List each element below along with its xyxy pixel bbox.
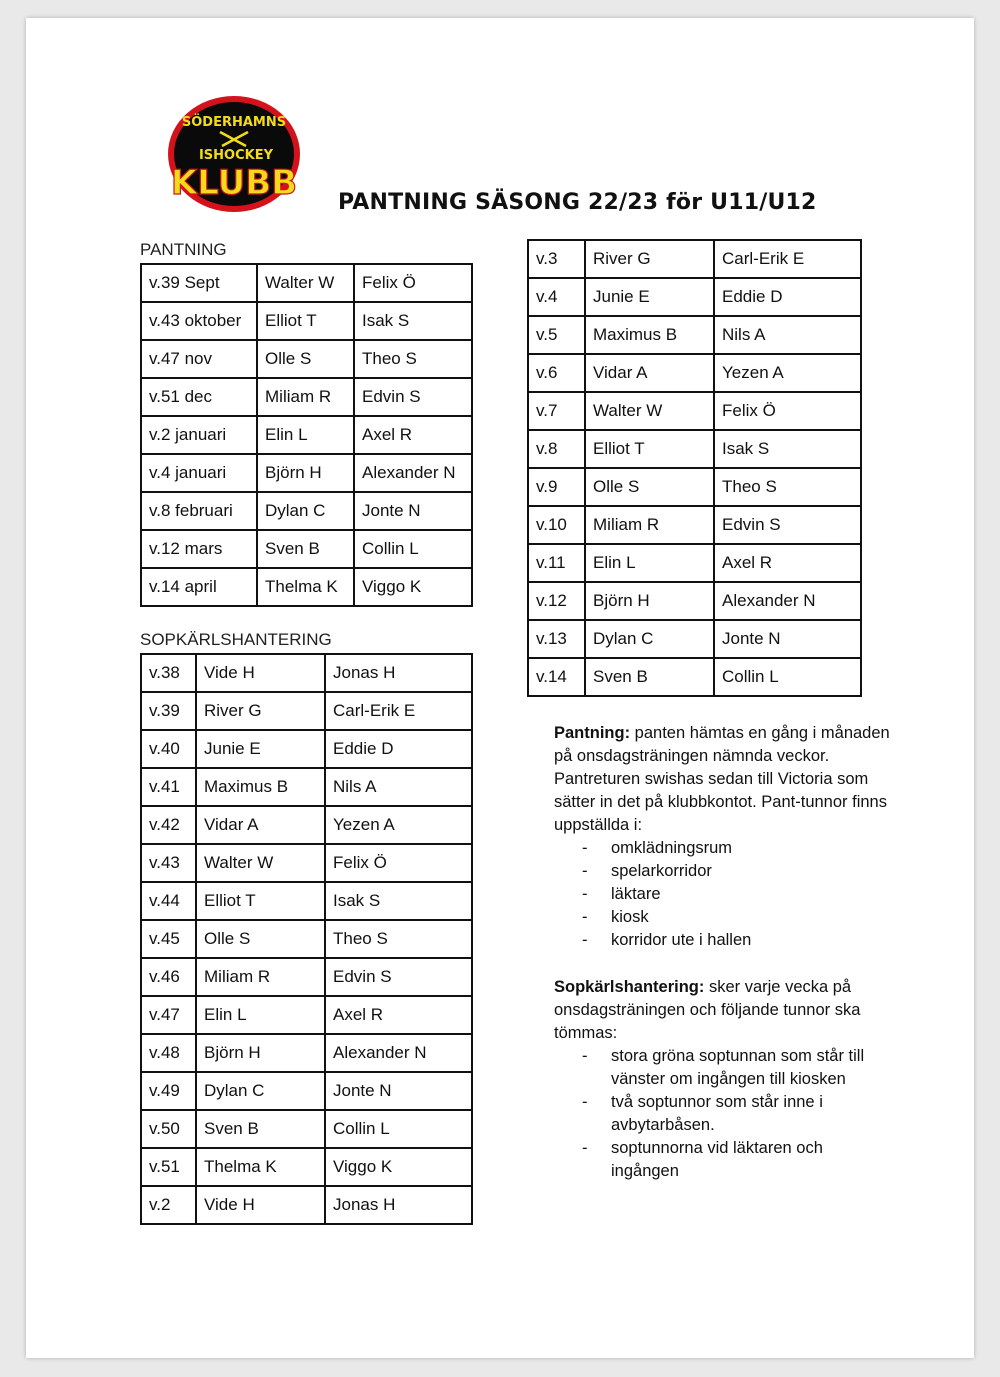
table-row bbox=[528, 620, 861, 658]
name-cell: Olle S bbox=[196, 920, 325, 958]
name-cell: Axel R bbox=[714, 544, 861, 582]
sopkarl-note-text: sker varje vecka på onsdagsträningen och följande tunnor ska tömmas: bbox=[554, 978, 861, 1042]
name-cell: Eddie D bbox=[325, 730, 472, 768]
week-cell: v.14 april bbox=[141, 568, 257, 606]
week-cell: v.3 bbox=[528, 240, 585, 278]
name-cell: Junie E bbox=[196, 730, 325, 768]
pant-location-item: - kiosk bbox=[554, 906, 894, 929]
table-row bbox=[141, 492, 472, 530]
week-cell: v.12 mars bbox=[141, 530, 257, 568]
name-cell: Isak S bbox=[714, 430, 861, 468]
week-cell: v.38 bbox=[141, 654, 196, 692]
pantning-table bbox=[140, 263, 473, 607]
name-cell: Viggo K bbox=[354, 568, 472, 606]
table-row bbox=[528, 468, 861, 506]
name-cell: Björn H bbox=[257, 454, 354, 492]
name-cell: Felix Ö bbox=[354, 264, 472, 302]
pant-location-item: - läktare bbox=[554, 883, 894, 906]
name-cell: Thelma K bbox=[196, 1148, 325, 1186]
week-cell: v.51 dec bbox=[141, 378, 257, 416]
table-row bbox=[528, 278, 861, 316]
name-cell: Nils A bbox=[714, 316, 861, 354]
week-cell: v.11 bbox=[528, 544, 585, 582]
name-cell: Vide H bbox=[196, 1186, 325, 1224]
sopkarl-notes bbox=[554, 976, 894, 1183]
name-cell: Axel R bbox=[325, 996, 472, 1034]
week-cell: v.46 bbox=[141, 958, 196, 996]
week-cell: v.44 bbox=[141, 882, 196, 920]
name-cell: Miliam R bbox=[257, 378, 354, 416]
week-cell: v.49 bbox=[141, 1072, 196, 1110]
table-row bbox=[141, 692, 472, 730]
table-row bbox=[141, 416, 472, 454]
name-cell: Theo S bbox=[714, 468, 861, 506]
table-row bbox=[528, 392, 861, 430]
name-cell: Elin L bbox=[257, 416, 354, 454]
table-row bbox=[528, 430, 861, 468]
name-cell: Jonte N bbox=[354, 492, 472, 530]
sopkarl-note-paragraph bbox=[554, 976, 894, 1045]
week-cell: v.13 bbox=[528, 620, 585, 658]
week-cell: v.43 oktober bbox=[141, 302, 257, 340]
pantning-notes bbox=[554, 722, 894, 952]
table-row bbox=[141, 1148, 472, 1186]
table-row bbox=[528, 544, 861, 582]
sopkarl-item: - stora gröna soptunnan som står till vänster om ingången till kiosken bbox=[554, 1045, 894, 1091]
pantning-note-paragraph bbox=[554, 722, 894, 837]
name-cell: Junie E bbox=[585, 278, 714, 316]
name-cell: Elin L bbox=[585, 544, 714, 582]
logo-top-text: SÖDERHAMNS bbox=[181, 115, 287, 130]
sopkarl-heading: SOPKÄRLSHANTERING bbox=[140, 630, 332, 649]
table-row bbox=[141, 730, 472, 768]
name-cell: Carl-Erik E bbox=[714, 240, 861, 278]
table-row bbox=[528, 658, 861, 696]
name-cell: Maximus B bbox=[196, 768, 325, 806]
week-cell: v.2 bbox=[141, 1186, 196, 1224]
pant-location-list bbox=[554, 837, 894, 952]
table-row bbox=[141, 340, 472, 378]
table-row bbox=[141, 654, 472, 692]
week-cell: v.39 bbox=[141, 692, 196, 730]
table-row bbox=[528, 240, 861, 278]
name-cell: Felix Ö bbox=[325, 844, 472, 882]
name-cell: Collin L bbox=[714, 658, 861, 696]
week-cell: v.43 bbox=[141, 844, 196, 882]
pant-location-item: - korridor ute i hallen bbox=[554, 929, 894, 952]
name-cell: Yezen A bbox=[325, 806, 472, 844]
pantning-heading: PANTNING bbox=[140, 240, 227, 259]
week-cell: v.48 bbox=[141, 1034, 196, 1072]
name-cell: Björn H bbox=[196, 1034, 325, 1072]
name-cell: Olle S bbox=[257, 340, 354, 378]
name-cell: Alexander N bbox=[714, 582, 861, 620]
name-cell: Yezen A bbox=[714, 354, 861, 392]
pantning-note-heading: Pantning: bbox=[554, 724, 631, 742]
name-cell: Vidar A bbox=[196, 806, 325, 844]
sopkarl-table bbox=[140, 653, 473, 1225]
table-row bbox=[141, 568, 472, 606]
table-row bbox=[141, 844, 472, 882]
table-row bbox=[528, 354, 861, 392]
sopkarl-item: - två soptunnor som står inne i avbytarbåsen. bbox=[554, 1091, 894, 1137]
name-cell: Edvin S bbox=[354, 378, 472, 416]
name-cell: Vidar A bbox=[585, 354, 714, 392]
week-cell: v.14 bbox=[528, 658, 585, 696]
week-cell: v.39 Sept bbox=[141, 264, 257, 302]
table-row bbox=[141, 768, 472, 806]
week-cell: v.4 januari bbox=[141, 454, 257, 492]
name-cell: River G bbox=[585, 240, 714, 278]
name-cell: Axel R bbox=[354, 416, 472, 454]
week-cell: v.4 bbox=[528, 278, 585, 316]
sopkarl-item-list bbox=[554, 1045, 894, 1183]
name-cell: Eddie D bbox=[714, 278, 861, 316]
name-cell: Edvin S bbox=[714, 506, 861, 544]
pantning-note-text: panten hämtas en gång i månaden på onsdagsträningen nämnda veckor. Pantreturen swishas sedan till Victoria som sätter in det på klubbkontot. Pant-tunnor finns uppställda i: bbox=[554, 724, 890, 834]
table-row bbox=[528, 316, 861, 354]
name-cell: Collin L bbox=[325, 1110, 472, 1148]
table-row bbox=[141, 806, 472, 844]
table-row bbox=[141, 530, 472, 568]
week-cell: v.5 bbox=[528, 316, 585, 354]
name-cell: Sven B bbox=[196, 1110, 325, 1148]
pant-location-item: - omklädningsrum bbox=[554, 837, 894, 860]
table-row bbox=[141, 302, 472, 340]
name-cell: Vide H bbox=[196, 654, 325, 692]
page-title: PANTNING SÄSONG 22/23 för U11/U12 bbox=[338, 190, 817, 215]
name-cell: Collin L bbox=[354, 530, 472, 568]
name-cell: Miliam R bbox=[196, 958, 325, 996]
week-cell: v.8 februari bbox=[141, 492, 257, 530]
name-cell: Felix Ö bbox=[714, 392, 861, 430]
logo-bottom-text: KLUBB bbox=[170, 163, 298, 203]
week-cell: v.51 bbox=[141, 1148, 196, 1186]
week-cell: v.8 bbox=[528, 430, 585, 468]
name-cell: Theo S bbox=[325, 920, 472, 958]
name-cell: Walter W bbox=[585, 392, 714, 430]
table-row bbox=[141, 920, 472, 958]
name-cell: Sven B bbox=[257, 530, 354, 568]
name-cell: Isak S bbox=[354, 302, 472, 340]
week-cell: v.9 bbox=[528, 468, 585, 506]
name-cell: Walter W bbox=[257, 264, 354, 302]
name-cell: Elliot T bbox=[196, 882, 325, 920]
name-cell: Miliam R bbox=[585, 506, 714, 544]
name-cell: Olle S bbox=[585, 468, 714, 506]
logo-middle-text: ISHOCKEY bbox=[198, 148, 274, 163]
table-row bbox=[141, 1186, 472, 1224]
name-cell: Alexander N bbox=[354, 454, 472, 492]
name-cell: Jonte N bbox=[325, 1072, 472, 1110]
name-cell: Viggo K bbox=[325, 1148, 472, 1186]
name-cell: Jonas H bbox=[325, 1186, 472, 1224]
name-cell: Theo S bbox=[354, 340, 472, 378]
table-row bbox=[141, 454, 472, 492]
table-row bbox=[141, 378, 472, 416]
sopkarl-continued-table bbox=[527, 239, 862, 697]
name-cell: Björn H bbox=[585, 582, 714, 620]
week-cell: v.42 bbox=[141, 806, 196, 844]
name-cell: Dylan C bbox=[257, 492, 354, 530]
document-page bbox=[26, 18, 974, 1358]
name-cell: Walter W bbox=[196, 844, 325, 882]
club-logo bbox=[166, 94, 302, 214]
table-row bbox=[528, 506, 861, 544]
week-cell: v.41 bbox=[141, 768, 196, 806]
sopkarl-item: - soptunnorna vid läktaren och ingången bbox=[554, 1137, 894, 1183]
week-cell: v.47 nov bbox=[141, 340, 257, 378]
name-cell: Elliot T bbox=[585, 430, 714, 468]
table-row bbox=[141, 1072, 472, 1110]
name-cell: Jonas H bbox=[325, 654, 472, 692]
week-cell: v.45 bbox=[141, 920, 196, 958]
name-cell: Thelma K bbox=[257, 568, 354, 606]
week-cell: v.2 januari bbox=[141, 416, 257, 454]
table-row bbox=[141, 264, 472, 302]
table-row bbox=[141, 1110, 472, 1148]
week-cell: v.40 bbox=[141, 730, 196, 768]
pant-location-item: - spelarkorridor bbox=[554, 860, 894, 883]
name-cell: Elin L bbox=[196, 996, 325, 1034]
week-cell: v.6 bbox=[528, 354, 585, 392]
table-row bbox=[528, 582, 861, 620]
name-cell: Elliot T bbox=[257, 302, 354, 340]
sopkarl-note-heading: Sopkärlshantering: bbox=[554, 978, 705, 996]
table-row bbox=[141, 958, 472, 996]
name-cell: Sven B bbox=[585, 658, 714, 696]
table-row bbox=[141, 882, 472, 920]
name-cell: Jonte N bbox=[714, 620, 861, 658]
name-cell: River G bbox=[196, 692, 325, 730]
name-cell: Edvin S bbox=[325, 958, 472, 996]
week-cell: v.10 bbox=[528, 506, 585, 544]
name-cell: Nils A bbox=[325, 768, 472, 806]
week-cell: v.50 bbox=[141, 1110, 196, 1148]
week-cell: v.7 bbox=[528, 392, 585, 430]
name-cell: Alexander N bbox=[325, 1034, 472, 1072]
name-cell: Maximus B bbox=[585, 316, 714, 354]
table-row bbox=[141, 996, 472, 1034]
table-row bbox=[141, 1034, 472, 1072]
week-cell: v.47 bbox=[141, 996, 196, 1034]
name-cell: Dylan C bbox=[585, 620, 714, 658]
name-cell: Carl-Erik E bbox=[325, 692, 472, 730]
name-cell: Isak S bbox=[325, 882, 472, 920]
name-cell: Dylan C bbox=[196, 1072, 325, 1110]
week-cell: v.12 bbox=[528, 582, 585, 620]
